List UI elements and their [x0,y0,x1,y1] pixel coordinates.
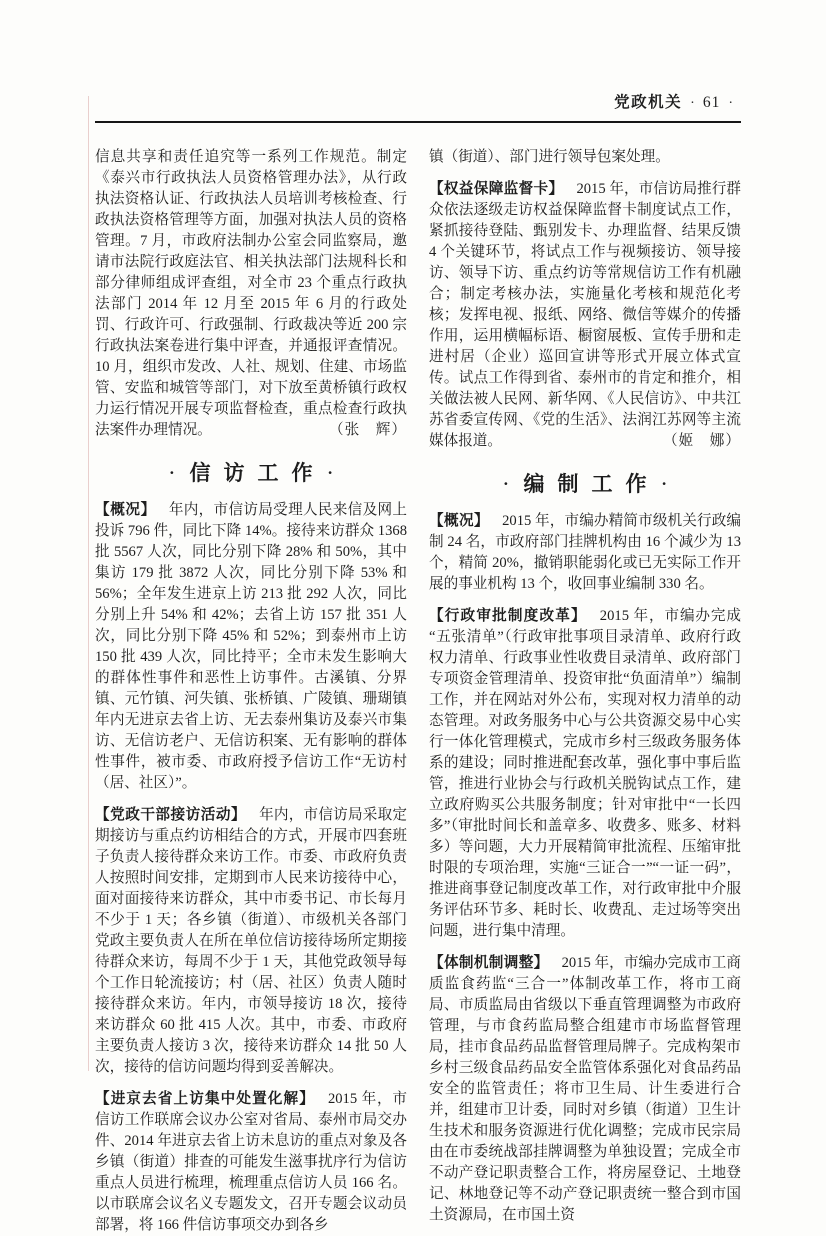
continued-paragraph [429,147,741,168]
entry-head: 【权益保障监督卡】 [429,181,564,197]
entry-overview [95,500,407,794]
entry-text: 2015 年，市编办精简市级机关行政编制 24 名，市政府部门挂牌机构由 16 个减少为 13 个，精简 20%，撤销职能弱化或已无实际工作开展的事业机构 13 个，收回事业编制 330 名。 [429,513,742,592]
scan-edge-artifact [88,96,89,1071]
paragraph-text: 信息共享和责任追究等一系列工作规范。制定《泰兴市行政执法人员资格管理办法》，从行政执法资格认证、行政执法人员培训考核检查、行政执法资格管理等方面，加强对执法人员的资格管理。7 月，市政府法制办公室会同监察局，邀请市法院行政庭法官、相关执法部门法规科长和部分律师组成评查组，对全市 23 个重点行政执法部门 2014 年 12 月至 2015 年 6 月的行政处罚、行政许可、行政强制、行政裁决等近 200 宗行政执法案卷进行集中评查，并通报评查情况。10 月，组织市发改、人社、规划、住建、市场监管、安监和城管等部门，对下放至黄桥镇行政权力运行情况开展专项监督检查，重点检查行政执法案件办理情况。 [95,149,407,438]
separator-dot: · [728,96,733,111]
entry-head: 【体制机制调整】 [429,955,549,971]
running-head [95,94,741,123]
heading-dot: · [503,475,509,493]
right-column [429,147,741,1236]
entry-head: 【概况】 [429,513,490,529]
entry-text: 2015 年，市信访工作联席会议办公室对省局、泰州市局交办件、2014 年进京去省上访未息访的重点对象及各乡镇（街道）排查的可能发生滋事扰序行为信访重点人员进行梳理，梳理重点信访人员 166 名。以市联席会议名义专题发文，召开专题会议动员部署，将 166 件信访事项交办到各乡 [95,1091,408,1233]
heading-dot: · [327,464,333,482]
entry-rights-card [429,179,741,452]
entry-head: 【概况】 [95,502,156,518]
author-credit: （张 辉） [329,422,407,438]
two-column-body [95,147,741,1236]
heading-dot: · [661,475,667,493]
entry-text: 年内，市信访局受理人民来信及网上投诉 796 件，同比下降 14%。接待来访群众 1368 批 5567 人次，同比分别下降 28% 和 50%，其中集访 179 批 3872 人次，同比分别下降 53% 和 56%；全年发生进京上访 213 批 292 人次，同比分别上升 54% 和 42%；去省上访 157 批 351 人次，同比分别下降 45% 和 52%；到泰州市上访 150 批 439 人次，同比持平；全市未发生影响大的群体性事件和恶性上访事件。古溪镇、分界镇、元竹镇、河失镇、张桥镇、广陵镇、珊瑚镇年内无进京去省上访、无去泰州集访及泰兴市集访、无信访老户、无信访积案、无有影响的群体性事件，被市委、市政府授予信访工作“无访村（居、社区）”。 [95,502,407,791]
entry-petition-resolution [95,1089,407,1236]
section-title: 编制工作 [523,471,660,496]
entry-head: 【党政干部接访活动】 [95,807,247,823]
section-heading-xinfang [95,458,407,488]
page-number: 61 [702,94,721,111]
running-head-section: 党政机关 [614,94,683,111]
separator-dot: · [690,96,695,111]
heading-dot: · [169,464,175,482]
section-title: 信访工作 [189,460,326,485]
entry-head: 【行政审批制度改革】 [429,608,587,624]
section-heading-bianzhi [429,469,741,499]
entry-approval-reform [429,606,741,942]
entry-overview [429,511,741,595]
entry-text: 年内，市信访局采取定期接访与重点约访相结合的方式，开展市四套班子负责人接待群众来访工作。市委、市政府负责人按照时间安排，定期到市人民来访接待中心，面对面接待来访群众，其中市委书记、市长每月不少于 1 天；各乡镇（街道）、市级机关各部门党政主要负责人在所在单位信访接待场所定期接待群众来访，每周不少于 1 天，其他党政领导每个工作日轮流接访；村（居、社区）负责人随时接待群众来访。年内，市领导接访 18 次，接待来访群众 60 批 415 人次。其中，市委、市政府主要负责人接访 3 次，接待来访群众 14 批 50 人次，接待的信访问题均得到妥善解决。 [95,807,407,1075]
entry-head: 【进京去省上访集中处置化解】 [95,1091,315,1107]
entry-cadre-reception [95,805,407,1078]
continued-paragraph [95,147,407,441]
entry-text: 2015 年，市编办完成“五张清单”（行政审批事项目录清单、政府行政权力清单、行政事业性收费目录清单、政府部门专项资金管理清单、投资审批“负面清单”）编制工作，并在网站对外公布，实现对权力清单的动态管理。对政务服务中心与公共资源交易中心实行一体化管理模式，完成市乡村三级政务服务体系的建设；同时推进配套改革，强化事中事后监管，推进行业协会与行政机关脱钩试点工作，建立政府购买公共服务制度；针对审批中“一长四多”（审批时间长和盖章多、收费多、账多、材料多）等问题，大力开展精简审批流程、压缩审批时限的专项治理，实施“三证合一”“一证一码”，推进商事登记制度改革工作，对行政审批中介服务评估环节多、耗时长、收费乱、走过场等突出问题，进行集中清理。 [429,608,741,939]
paragraph-text: 镇（街道）、部门进行领导包案处理。 [429,149,670,165]
entry-text: 2015 年，市信访局推行群众依法逐级走访权益保障监督卡制度试点工作，紧抓接待登陆、甄别发卡、办理监督、结果反馈 4 个关键环节，将试点工作与视频接访、领导接访、领导下访、重点约访等常规信访工作有机融合；制定考核办法，实施量化考核和规范化考核；发挥电视、报纸、网络、微信等媒介的传播作用，运用横幅标语、橱窗展板、宣传手册和走进村居（企业）巡回宣讲等形式开展立体式宣传。试点工作得到省、泰州市的肯定和推介，相关做法被人民网、新华网、《人民信访》、中共江苏省委宣传网、《党的生活》、法润江苏网等主流媒体报道。 [429,181,742,449]
page [95,94,741,1236]
author-credit: （姬 娜） [663,433,741,449]
entry-institutional-adjustment [429,953,741,1226]
left-column [95,147,407,1236]
entry-text: 2015 年，市编办完成市工商质监食药监“三合一”体制改革工作，将市工商局、市质监局由省级以下垂直管理调整为市政府管理，与市食药监局整合组建市市场监督管理局，挂市食品药品监督管理局牌子。完成构架市乡村三级食品药品安全监管体系强化对食品药品安全的监管责任；将市卫生局、计生委进行合并，组建市卫计委，同时对乡镇（街道）卫生计生技术和服务资源进行优化调整；完成市民宗局由在市委统战部挂牌调整为单独设置；完成全市不动产登记职责整合工作，将房屋登记、土地登记、林地登记等不动产登记职责统一整合到市国土资源局，在市国土资 [429,955,741,1223]
